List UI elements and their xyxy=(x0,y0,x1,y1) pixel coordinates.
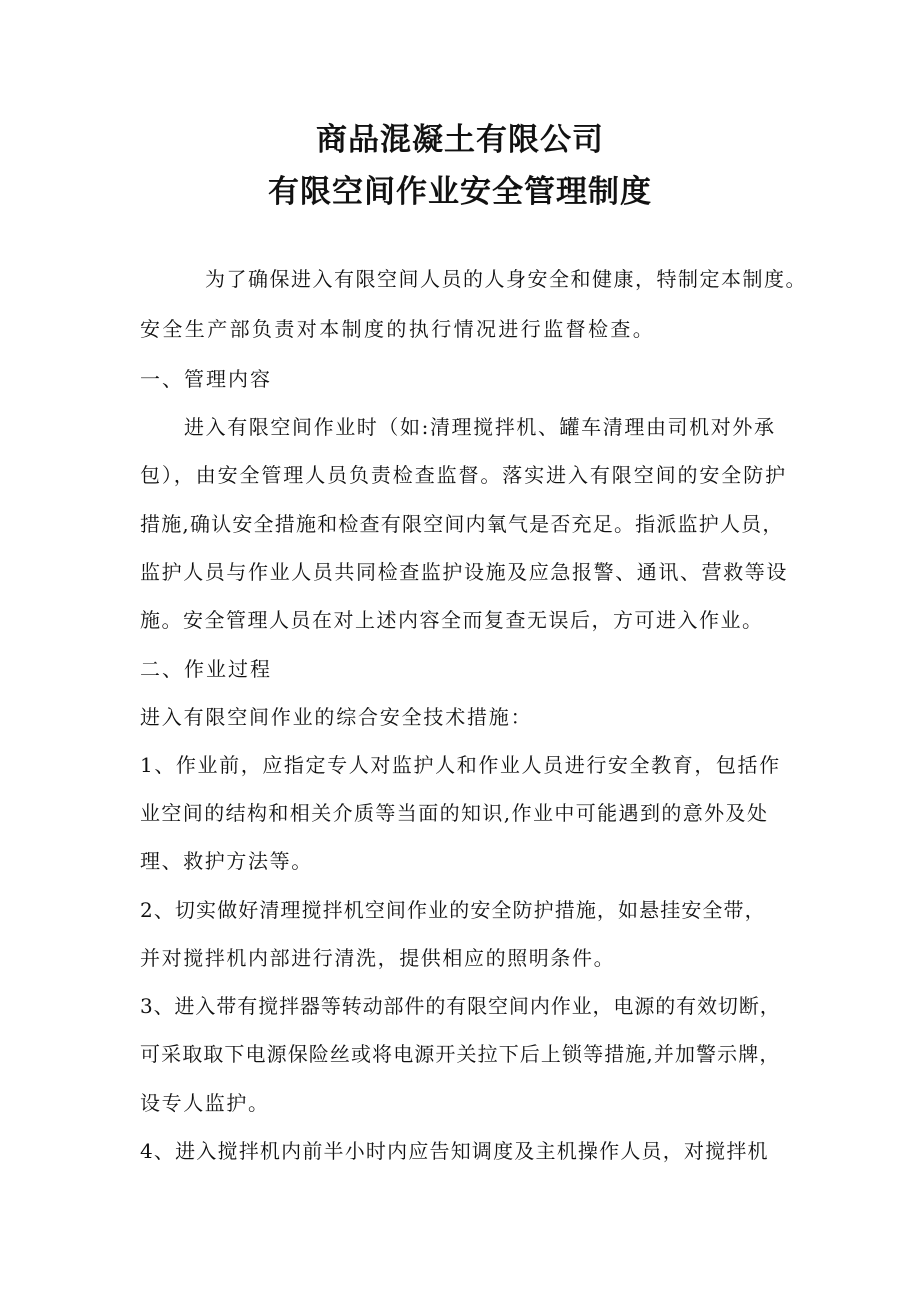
list-item-line: 设专人监护。 xyxy=(140,1091,270,1115)
paragraph-line: 进入有限空间作业的综合安全技术措施： xyxy=(140,705,533,729)
list-item-line: 并对搅拌机内部进行清洗，提供相应的照明条件。 xyxy=(140,946,616,970)
section-heading: 一、管理内容 xyxy=(140,367,272,391)
list-item-line: 1、作业前，应指定专人对监护人和作业人员进行安全教育，包括作 xyxy=(140,753,781,777)
paragraph-line: 进入有限空间作业时（如:清理搅拌机、罐车清理由司机对外承 xyxy=(184,415,776,439)
list-item-line: 可采取取下电源保险丝或将电源开关拉下后上锁等措施,并加警示牌， xyxy=(140,1042,781,1066)
section-heading: 二、作业过程 xyxy=(140,657,272,681)
paragraph-line: 施。安全管理人员在对上述内容全而复查无误后，方可进入作业。 xyxy=(140,608,764,632)
paragraph-line: 安全生产部负责对本制度的执行情况进行监督检查。 xyxy=(140,317,656,341)
document-title-policy: 有限空间作业安全管理制度 xyxy=(268,174,652,210)
paragraph-line: 监护人员与作业人员共同检查监护设施及应急报警、通讯、营救等设 xyxy=(140,560,788,584)
list-item-line: 理、救护方法等。 xyxy=(140,849,313,873)
list-item-line: 4、进入搅拌机内前半小时内应告知调度及主机操作人员，对搅拌机 xyxy=(140,1139,769,1163)
list-item-line: 3、进入带有搅拌器等转动部件的有限空间内作业，电源的有效切断， xyxy=(140,994,781,1018)
paragraph-line: 为了确保进入有限空间人员的人身安全和健康，特制定本制度。 xyxy=(205,267,807,291)
paragraph-line: 包），由安全管理人员负责检查监督。落实进入有限空间的安全防护 xyxy=(140,463,787,487)
paragraph-line: 措施,确认安全措施和检查有限空间内氧气是否充足。指派监护人员， xyxy=(140,512,784,536)
list-item-line: 2、切实做好清理搅拌机空间作业的安全防护措施，如悬挂安全带， xyxy=(140,898,766,922)
list-item-line: 业空间的结构和相关介质等当面的知识,作业中可能遇到的意外及处 xyxy=(140,801,769,825)
document-title-company: 商品混凝土有限公司 xyxy=(316,122,604,158)
